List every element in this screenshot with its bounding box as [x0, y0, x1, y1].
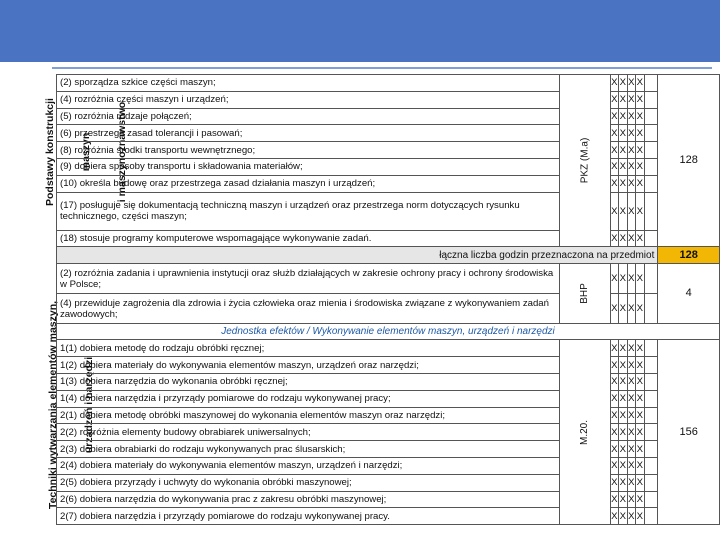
x-mark: X [636, 264, 645, 294]
title-banner [0, 0, 720, 62]
x-mark: X [627, 357, 636, 374]
outcome-text: (4) rozróżnia części maszyn i urządzeń; [57, 91, 560, 108]
x-mark: X [619, 508, 628, 525]
x-mark: X [636, 75, 645, 92]
header-rule [52, 67, 712, 69]
x-mark: X [619, 474, 628, 491]
blank-cell [644, 390, 658, 407]
x-mark: X [636, 357, 645, 374]
table-row [57, 508, 720, 525]
blank-cell [644, 75, 658, 92]
x-mark: X [636, 294, 645, 324]
x-mark: X [636, 192, 645, 230]
x-mark: X [627, 407, 636, 424]
module-code-cell [559, 264, 610, 324]
outcome-text: 2(6) dobiera narzędzia do wykonywania prac z zakresu obróbki maszynowej; [57, 491, 560, 508]
x-mark: X [619, 175, 628, 192]
x-mark: X [627, 294, 636, 324]
x-mark: X [610, 491, 619, 508]
x-mark: X [610, 108, 619, 125]
x-mark: X [636, 474, 645, 491]
outcome-text: (6) przestrzega zasad tolerancji i pasowań; [57, 125, 560, 142]
blank-cell [644, 294, 658, 324]
table-row [57, 175, 720, 192]
x-mark: X [627, 457, 636, 474]
x-mark: X [619, 407, 628, 424]
outcome-text: (2) sporządza szkice części maszyn; [57, 75, 560, 92]
table-row [57, 192, 720, 230]
x-mark: X [610, 91, 619, 108]
blank-cell [644, 91, 658, 108]
group-label-line: i maszynoznawstwo [116, 101, 128, 203]
outcome-text: (2) rozróżnia zadania i uprawnienia instytucji oraz służb działających w zakresie ochrony pracy i ochrony środowiska w Polsce; [57, 264, 560, 294]
learning-outcomes-table [56, 74, 720, 525]
blank-cell [644, 158, 658, 175]
curriculum-sheet [16, 74, 720, 540]
blank-cell [644, 508, 658, 525]
table-row [57, 340, 720, 357]
outcome-text: (5) rozróżnia rodzaje połączeń; [57, 108, 560, 125]
blank-cell [644, 230, 658, 247]
x-mark: X [636, 340, 645, 357]
x-mark: X [619, 91, 628, 108]
x-mark: X [610, 264, 619, 294]
x-mark: X [610, 158, 619, 175]
outcome-text: 1(3) dobiera narzędzia do wykonania obróbki ręcznej; [57, 373, 560, 390]
x-mark: X [619, 294, 628, 324]
group-label-line: urządzeń i narzędzi [83, 356, 95, 454]
x-mark: X [610, 357, 619, 374]
outcome-text: (18) stosuje programy komputerowe wspomagające wykonywanie zadań. [57, 230, 560, 247]
x-mark: X [619, 230, 628, 247]
x-mark: X [619, 491, 628, 508]
x-mark: X [636, 142, 645, 159]
outcome-text: 1(4) dobiera narzędzia i przyrządy pomiarowe do rodzaju wykonywanej pracy; [57, 390, 560, 407]
table-row [57, 125, 720, 142]
group-label-line: maszyn [80, 132, 92, 172]
table-row [57, 91, 720, 108]
x-mark: X [610, 390, 619, 407]
x-mark: X [627, 158, 636, 175]
x-mark: X [610, 294, 619, 324]
x-mark: X [627, 264, 636, 294]
outcome-text: 2(5) dobiera przyrządy i uchwyty do wykonania obróbki maszynowej; [57, 474, 560, 491]
outcome-text: 2(1) dobiera metodę obróbki maszynowej do wykonania elementów maszyn oraz narzędzi; [57, 407, 560, 424]
x-mark: X [636, 508, 645, 525]
blank-cell [644, 142, 658, 159]
x-mark: X [610, 373, 619, 390]
x-mark: X [636, 158, 645, 175]
x-mark: X [619, 457, 628, 474]
x-mark: X [610, 192, 619, 230]
table-body [57, 75, 720, 525]
outcome-text: 2(3) dobiera obrabiarki do rodzaju wykonywanych prac ślusarskich; [57, 441, 560, 458]
table-row [57, 230, 720, 247]
x-mark: X [627, 508, 636, 525]
blank-cell [644, 340, 658, 357]
group-label-manufacturing [23, 255, 95, 555]
unit-heading: Jednostka efektów / Wykonywanie elementów maszyn, urządzeń i narzędzi [57, 324, 720, 340]
x-mark: X [636, 175, 645, 192]
x-mark: X [610, 424, 619, 441]
blank-cell [644, 264, 658, 294]
x-mark: X [610, 230, 619, 247]
x-mark: X [636, 125, 645, 142]
table-row [57, 108, 720, 125]
x-mark: X [627, 125, 636, 142]
outcome-text: 2(4) dobiera materiały do wykonywania elementów maszyn, urządzeń i narzędzi; [57, 457, 560, 474]
x-mark: X [627, 108, 636, 125]
x-mark: X [627, 142, 636, 159]
table-row [57, 474, 720, 491]
x-mark: X [636, 373, 645, 390]
table-row [57, 357, 720, 374]
x-mark: X [610, 142, 619, 159]
blank-cell [644, 125, 658, 142]
x-mark: X [610, 75, 619, 92]
table-row [57, 491, 720, 508]
x-mark: X [610, 457, 619, 474]
blank-cell [644, 357, 658, 374]
blank-cell [644, 441, 658, 458]
outcome-text: (4) przewiduje zagrożenia dla zdrowia i życia człowieka oraz mienia i środowiska związane z wykonywaniem zadań zawodowych; [57, 294, 560, 324]
total-label: łączna liczba godzin przeznaczona na przedmiot [57, 247, 658, 264]
hours-value: 128 [658, 75, 720, 247]
blank-cell [644, 373, 658, 390]
x-mark: X [610, 474, 619, 491]
x-mark: X [619, 390, 628, 407]
x-mark: X [627, 91, 636, 108]
table-row [57, 441, 720, 458]
outcome-text: (10) określa budowę oraz przestrzega zasad działania maszyn i urządzeń; [57, 175, 560, 192]
blank-cell [644, 491, 658, 508]
blank-cell [644, 474, 658, 491]
x-mark: X [636, 108, 645, 125]
x-mark: X [610, 407, 619, 424]
x-mark: X [610, 340, 619, 357]
x-mark: X [627, 474, 636, 491]
x-mark: X [627, 390, 636, 407]
outcome-text: 1(2) dobiera materiały do wykonywania elementów maszyn, urządzeń oraz narzędzi; [57, 357, 560, 374]
x-mark: X [627, 373, 636, 390]
group-label-line: Podstawy konstrukcji [44, 98, 56, 206]
x-mark: X [610, 175, 619, 192]
module-code-cell [559, 75, 610, 247]
x-mark: X [627, 192, 636, 230]
module-code: PKZ (M.a) [579, 137, 591, 184]
blank-cell [644, 192, 658, 230]
outcome-text: 2(7) dobiera narzędzia i przyrządy pomiarowe do rodzaju wykonywanej pracy. [57, 508, 560, 525]
total-value: 128 [658, 247, 720, 264]
x-mark: X [627, 491, 636, 508]
outcome-text: (9) dobiera sposoby transportu i składowania materiałów; [57, 158, 560, 175]
table-row [57, 142, 720, 159]
x-mark: X [627, 340, 636, 357]
table-row [57, 158, 720, 175]
x-mark: X [619, 424, 628, 441]
table-row [57, 390, 720, 407]
x-mark: X [610, 125, 619, 142]
x-mark: X [636, 441, 645, 458]
x-mark: X [636, 390, 645, 407]
x-mark: X [619, 75, 628, 92]
x-mark: X [619, 158, 628, 175]
x-mark: X [619, 264, 628, 294]
x-mark: X [619, 192, 628, 230]
x-mark: X [619, 357, 628, 374]
x-mark: X [610, 508, 619, 525]
unit-heading-row [57, 324, 720, 340]
x-mark: X [636, 91, 645, 108]
table-row [57, 294, 720, 324]
table-row [57, 264, 720, 294]
blank-cell [644, 407, 658, 424]
outcome-text: (17) posługuje się dokumentacją techniczną maszyn i urządzeń oraz przestrzega norm dotyczących rysunku technicznego, części maszyn; [57, 192, 560, 230]
x-mark: X [619, 441, 628, 458]
table-row [57, 457, 720, 474]
x-mark: X [619, 142, 628, 159]
table-row [57, 424, 720, 441]
outcome-text: 2(2) rozróżnia elementy budowy obrabiarek uniwersalnych; [57, 424, 560, 441]
table-row [57, 373, 720, 390]
x-mark: X [619, 108, 628, 125]
table-row [57, 75, 720, 92]
x-mark: X [619, 373, 628, 390]
x-mark: X [636, 491, 645, 508]
x-mark: X [619, 340, 628, 357]
x-mark: X [619, 125, 628, 142]
x-mark: X [627, 75, 636, 92]
x-mark: X [627, 441, 636, 458]
table-row [57, 407, 720, 424]
x-mark: X [627, 424, 636, 441]
x-mark: X [636, 407, 645, 424]
module-code-cell [559, 340, 610, 525]
hours-value: 4 [658, 264, 720, 324]
outcome-text: 1(1) dobiera metodę do rodzaju obróbki ręcznej; [57, 340, 560, 357]
total-row [57, 247, 720, 264]
blank-cell [644, 457, 658, 474]
blank-cell [644, 424, 658, 441]
x-mark: X [636, 230, 645, 247]
x-mark: X [610, 441, 619, 458]
outcome-text: (8) rozróżnia środki transportu wewnętrznego; [57, 142, 560, 159]
blank-cell [644, 175, 658, 192]
group-label-line: Techniki wytwarzania elementów maszyn, [47, 300, 59, 510]
module-code: BHP [579, 283, 591, 305]
x-mark: X [627, 175, 636, 192]
hours-value: 156 [658, 340, 720, 525]
x-mark: X [636, 457, 645, 474]
blank-cell [644, 108, 658, 125]
x-mark: X [627, 230, 636, 247]
x-mark: X [636, 424, 645, 441]
module-code: M.20. [579, 419, 591, 445]
